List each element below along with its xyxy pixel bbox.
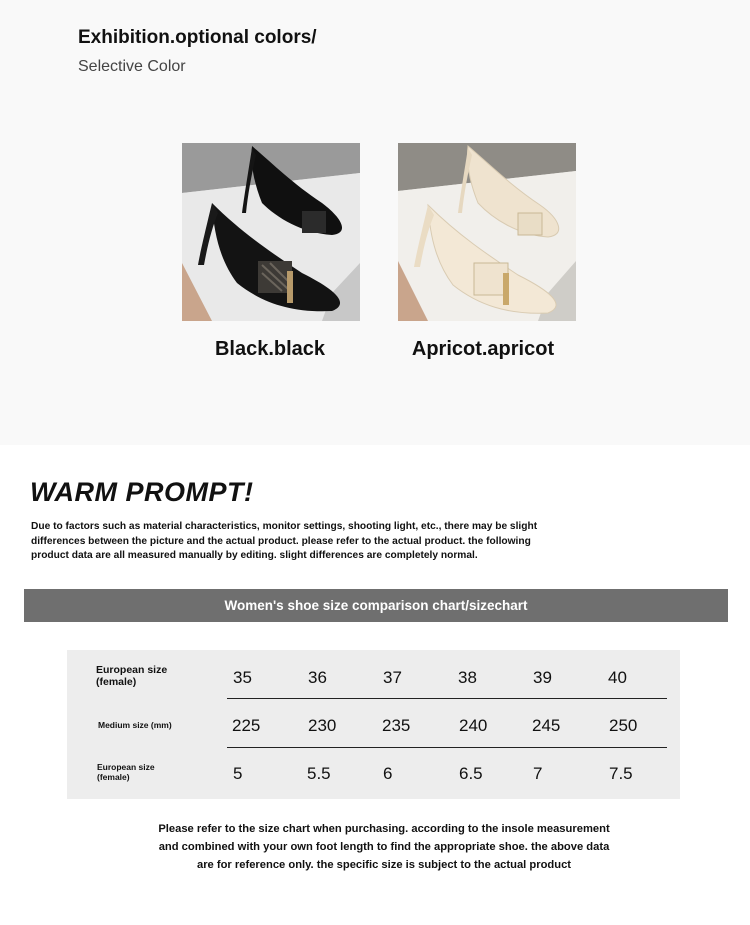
table-cell: 40 (608, 668, 627, 687)
table-row (67, 699, 680, 747)
warm-prompt-title: WARM PROMPT! (30, 477, 254, 507)
size-chart-title: Women's shoe size comparison chart/sizechart (224, 598, 528, 613)
table-cell: 38 (458, 668, 477, 687)
section-title: Exhibition.optional colors/ (78, 27, 317, 48)
table-row (67, 748, 680, 796)
table-cell: 35 (233, 668, 252, 687)
table-cell: 6 (383, 764, 393, 783)
table-cell: 7.5 (609, 764, 633, 783)
row-label-line: (female) (96, 676, 137, 688)
table-cell: 5.5 (307, 764, 331, 783)
table-cell: 5 (233, 764, 243, 783)
warm-prompt-line: Due to factors such as material characteristics, monitor settings, shooting light, etc., there may be slight (31, 521, 538, 532)
black-pump-photo[interactable] (182, 143, 360, 321)
warm-prompt-line: product data are all measured manually by editing. slight differences are completely normal. (31, 550, 478, 561)
table-cell: 245 (532, 716, 561, 735)
row-label (96, 664, 167, 688)
section-subtitle: Selective Color (78, 58, 186, 75)
warm-prompt-line: differences between the picture and the actual product. please refer to the actual product. the following (31, 535, 531, 547)
size-chart-header-bar (24, 589, 728, 622)
size-chart-table (67, 650, 680, 799)
table-cell: 235 (382, 716, 411, 735)
table-row (67, 650, 680, 698)
apricot-pump-photo[interactable] (398, 143, 576, 321)
table-cell: 230 (308, 716, 337, 735)
table-cell: 240 (459, 716, 488, 735)
table-cell: 250 (609, 716, 638, 735)
table-cell: 39 (533, 668, 552, 687)
table-cell: 37 (383, 668, 402, 687)
table-cell: 225 (232, 716, 261, 735)
note-line: and combined with your own foot length to find the appropriate shoe. the above data (158, 841, 610, 853)
table-cell: 36 (308, 668, 327, 687)
row-label-line: European size (96, 664, 168, 676)
note-line: Please refer to the size chart when purchasing. according to the insole measurement (158, 823, 610, 835)
color-label-black: Black.black (214, 338, 326, 360)
color-label-apricot: Apricot.apricot (411, 338, 555, 360)
table-cell: 6.5 (459, 764, 483, 783)
warm-prompt-text (31, 520, 591, 564)
row-label-line: Medium size (mm) (98, 720, 172, 730)
row-label (97, 762, 155, 782)
row-label-line: European size (97, 762, 155, 772)
row-label-line: (female) (97, 772, 130, 782)
row-label (98, 719, 172, 731)
table-cell: 7 (533, 764, 543, 783)
size-chart-note (100, 820, 668, 874)
note-line: are for reference only. the specific size is subject to the actual product (196, 859, 572, 871)
